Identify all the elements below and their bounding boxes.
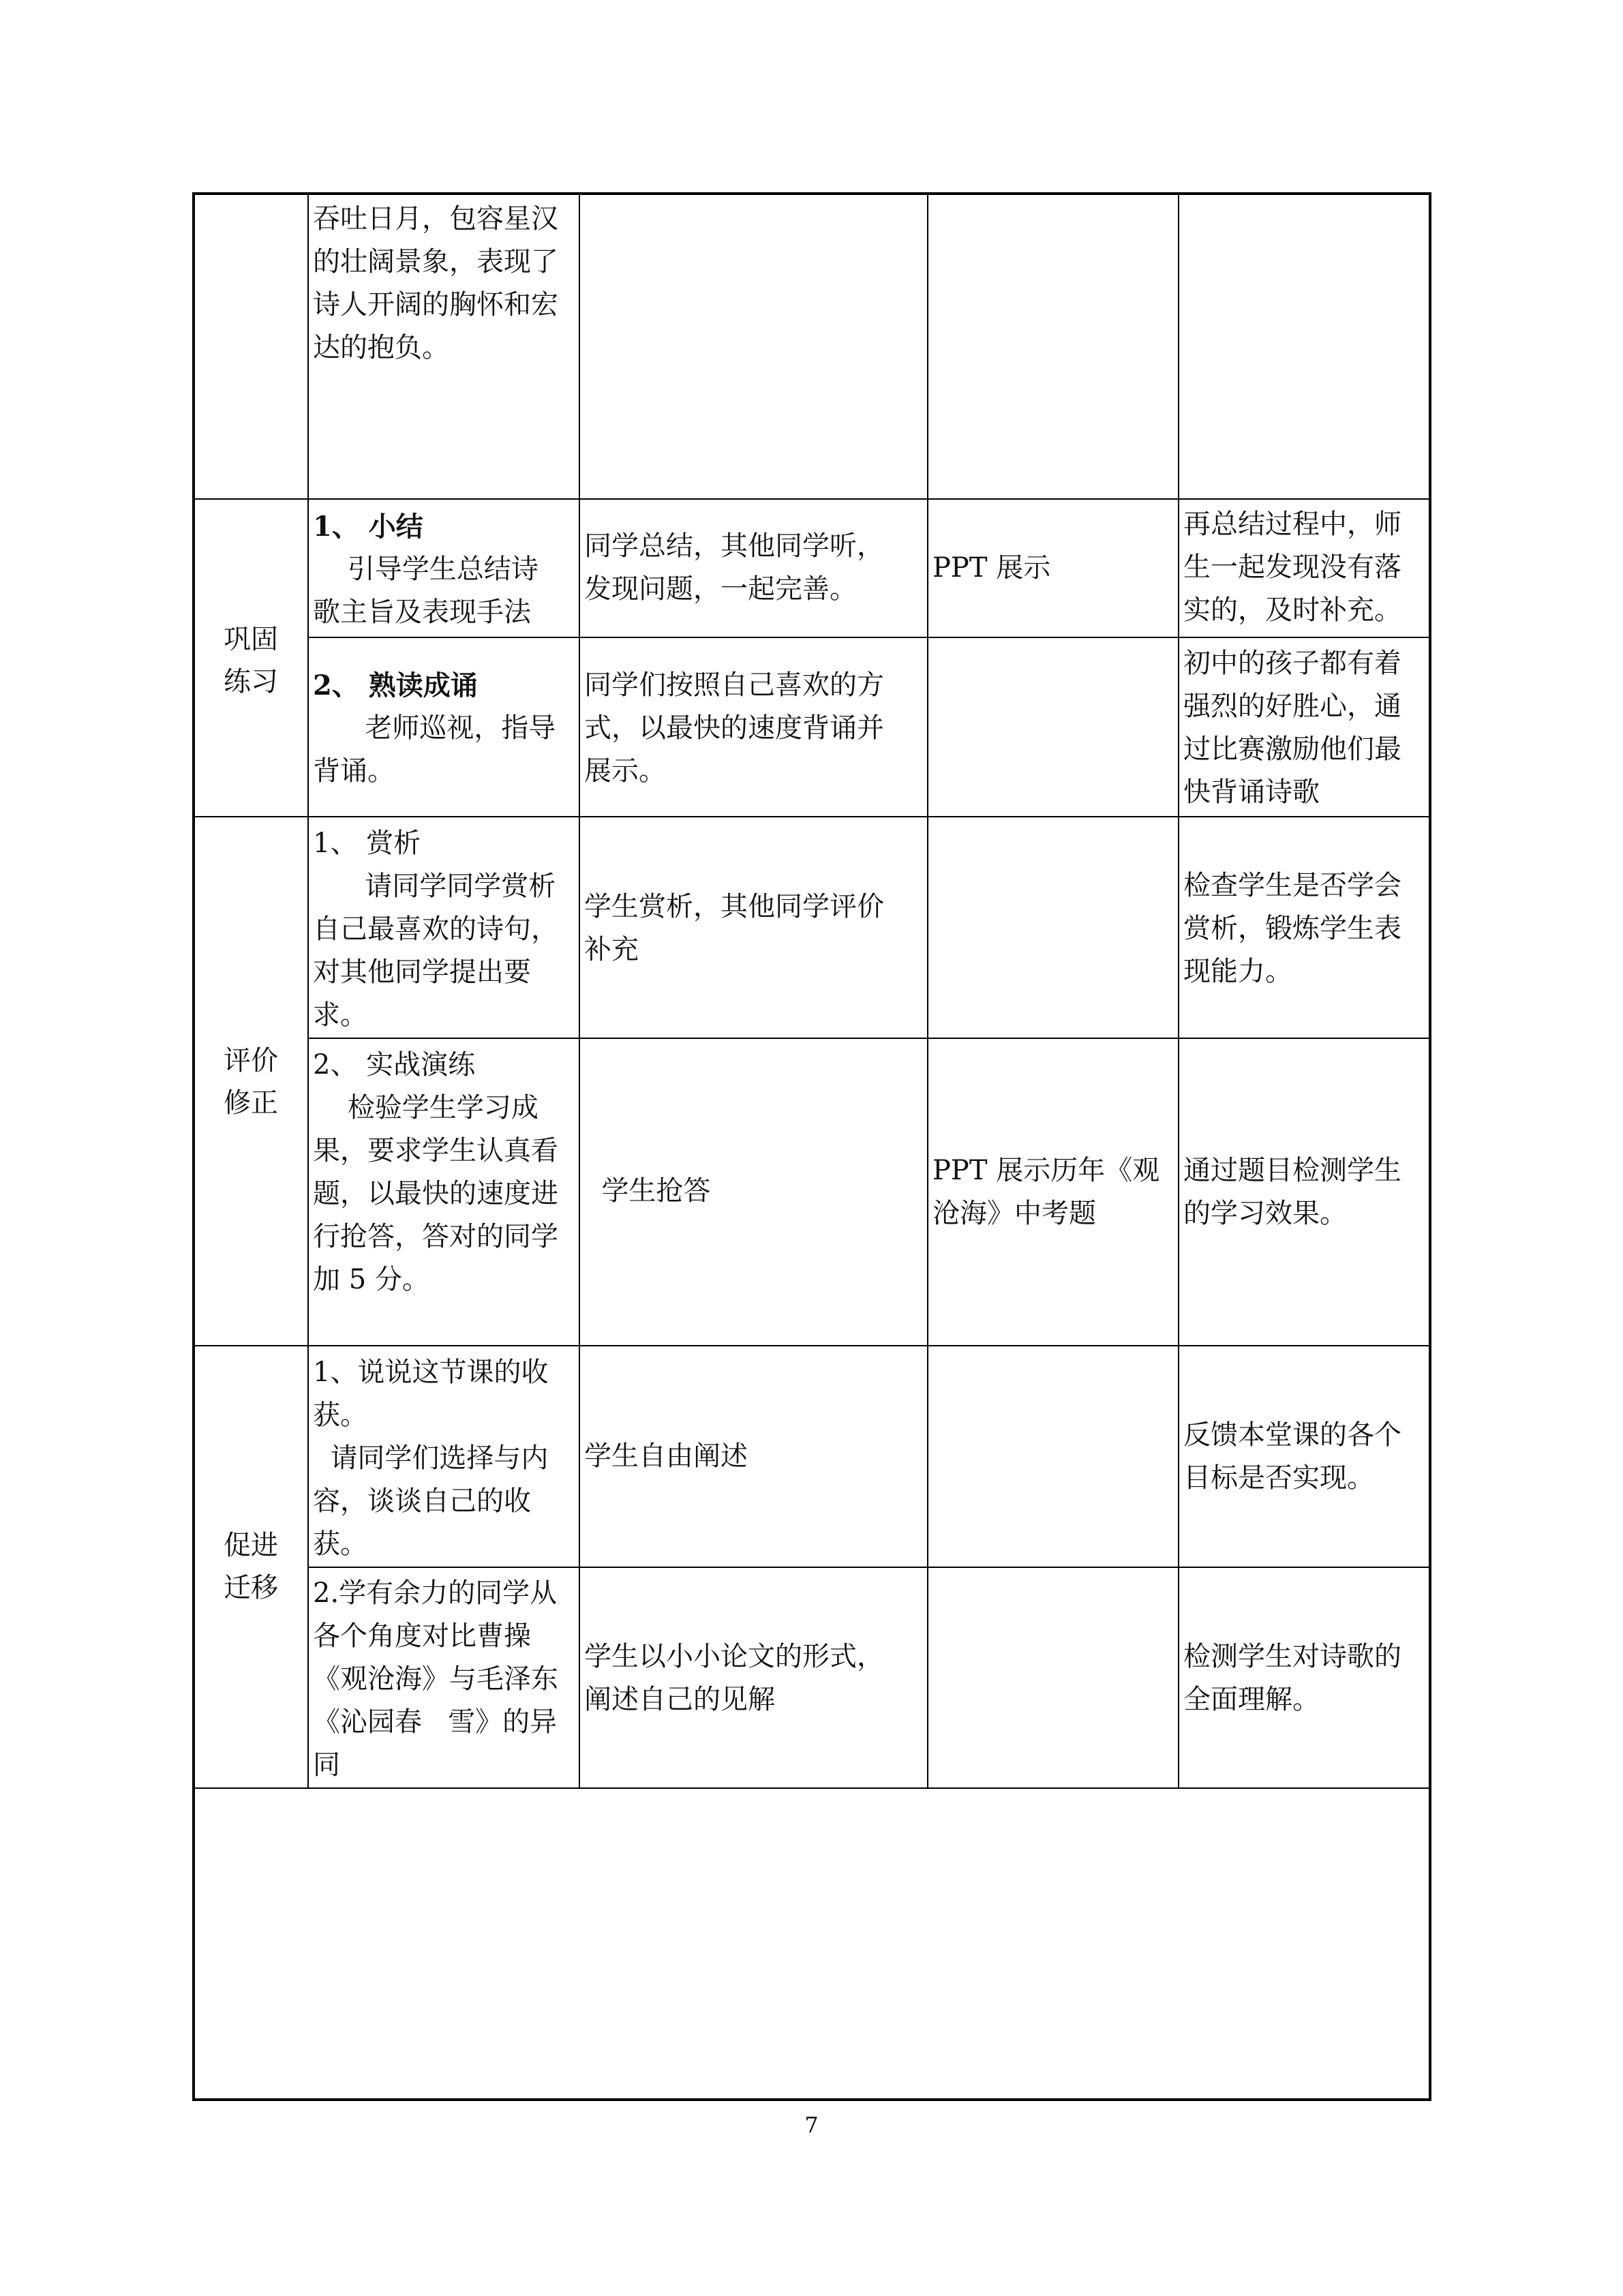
intent-line: 的学习效果。 [1183, 1198, 1347, 1229]
stage-label-transfer [196, 1524, 305, 1609]
intent-line: 目标是否实现。 [1183, 1462, 1374, 1494]
intent-line: 检查学生是否学会 [1183, 870, 1401, 901]
intent-line: 全面理解。 [1183, 1684, 1320, 1715]
content-line: 行抢答，答对的同学 [313, 1221, 558, 1252]
intent-cell [1179, 503, 1430, 632]
content-line: 2、 实战演练 [313, 1049, 476, 1081]
content-line: 获。 [313, 1528, 367, 1560]
stage-label-evaluate [196, 1040, 305, 1124]
intent-line: 检测学生对诗歌的 [1183, 1641, 1401, 1672]
student-line: 学生赏析，其他同学评价 [584, 891, 884, 922]
intent-line: 生一起发现没有落 [1183, 552, 1401, 583]
content-line: 题，以最快的速度进 [313, 1178, 558, 1209]
student-activity-cell [580, 1435, 927, 1478]
page-number: 7 [804, 2112, 819, 2138]
content-line: 自己最喜欢的诗句， [313, 913, 558, 945]
student-line: 同学们按照自己喜欢的方 [584, 669, 884, 701]
grid-line [307, 1567, 1430, 1568]
content-line: 《沁园春 雪》的异 [313, 1706, 558, 1738]
content-line: 果，要求学生认真看 [313, 1135, 558, 1166]
intent-line: 实的，及时补充。 [1183, 594, 1401, 626]
stage-label-consolidate [196, 618, 305, 703]
content-line: 诗人开阔的胸怀和宏 [313, 289, 558, 320]
media-line: PPT 展示 [932, 552, 1051, 584]
intent-line: 快背诵诗歌 [1183, 776, 1320, 808]
content-line: 歌主旨及表现手法 [313, 596, 531, 628]
content-line: 引导学生总结诗 [313, 554, 539, 585]
student-line: 学生抢答 [584, 1175, 711, 1207]
student-line: 展示。 [584, 755, 666, 787]
media-cell [928, 547, 1178, 590]
content-cell [309, 1572, 579, 1787]
content-line: 1、说说这节课的收 [313, 1357, 549, 1388]
student-line: 发现问题，一起完善。 [584, 573, 857, 605]
content-line: 对其他同学提出要 [313, 956, 531, 988]
content-cell [309, 198, 579, 369]
content-line: 达的抱负。 [313, 332, 449, 363]
grid-line [579, 194, 580, 1789]
stage-label-line: 促进 [224, 1530, 278, 1561]
content-line: 1、 赏析 [313, 828, 421, 859]
grid-line [194, 1787, 1430, 1789]
student-line: 学生以小小论文的形式， [584, 1641, 884, 1672]
student-line: 式，以最快的速度背诵并 [584, 712, 884, 744]
stage-label-line: 修正 [224, 1087, 278, 1119]
content-line: 同 [313, 1749, 340, 1781]
intent-cell [1179, 1635, 1430, 1721]
content-heading: 2、 熟读成诵 [313, 669, 478, 701]
content-line: 加 5 分。 [313, 1264, 429, 1295]
student-line: 补充 [584, 934, 639, 965]
grid-line [307, 637, 1430, 638]
content-line: 检验学生学习成 [313, 1092, 539, 1123]
intent-line: 强烈的好胜心，通 [1183, 691, 1401, 722]
student-activity-cell [580, 1635, 927, 1721]
media-line: PPT 展示历年《观 [932, 1155, 1160, 1186]
media-cell [928, 1149, 1178, 1235]
content-line: 2.学有余力的同学从 [313, 1577, 558, 1609]
intent-line: 赏析，锻炼学生表 [1183, 913, 1401, 944]
intent-cell [1179, 1414, 1430, 1500]
intent-line: 初中的孩子都有着 [1183, 648, 1401, 679]
intent-line: 通过题目检测学生 [1183, 1155, 1401, 1186]
content-line: 老师巡视，指导 [313, 712, 556, 744]
content-line: 容，谈谈自己的收 [313, 1485, 531, 1517]
stage-label-line: 评价 [224, 1045, 278, 1076]
content-line: 求。 [313, 999, 367, 1031]
content-line: 背诵。 [313, 755, 395, 787]
grid-line [927, 194, 928, 1789]
content-heading: 1、 小结 [313, 511, 423, 543]
grid-line [194, 1345, 1430, 1346]
content-line: 吞吐日月，包容星汉 [313, 203, 558, 235]
content-line: 各个角度对比曹操 [313, 1620, 531, 1652]
content-line: 获。 [313, 1400, 367, 1431]
intent-cell [1179, 1149, 1430, 1235]
stage-label-line: 巩固 [224, 624, 278, 655]
content-line: 《观沧海》与毛泽东 [313, 1663, 558, 1695]
intent-line: 现能力。 [1183, 956, 1292, 987]
content-line: 的壮阔景象，表现了 [313, 246, 558, 277]
content-cell [309, 664, 579, 793]
intent-cell [1179, 864, 1430, 993]
grid-line [307, 1038, 1430, 1039]
content-cell [309, 1044, 579, 1301]
stage-label-line: 练习 [224, 666, 278, 697]
content-line: 请同学们选择与内 [313, 1442, 549, 1474]
content-line: 请同学同学赏析 [313, 871, 556, 902]
media-line: 沧海》中考题 [932, 1198, 1096, 1229]
intent-line: 反馈本堂课的各个 [1183, 1419, 1401, 1451]
content-cell [309, 822, 579, 1037]
student-activity-cell [580, 525, 927, 611]
student-activity-cell [580, 664, 927, 793]
student-activity-cell [580, 1170, 927, 1213]
student-line: 同学总结，其他同学听， [584, 530, 884, 562]
intent-line: 再总结过程中，师 [1183, 509, 1401, 540]
student-activity-cell [580, 886, 927, 971]
content-cell [309, 505, 579, 634]
stage-label-line: 迁移 [224, 1572, 278, 1603]
intent-line: 过比赛激励他们最 [1183, 734, 1401, 765]
student-line: 阐述自己的见解 [584, 1684, 775, 1715]
content-cell [309, 1351, 579, 1566]
student-line: 学生自由阐述 [584, 1440, 748, 1472]
grid-line [194, 498, 1430, 500]
intent-cell [1179, 642, 1430, 814]
grid-line [194, 816, 1430, 817]
